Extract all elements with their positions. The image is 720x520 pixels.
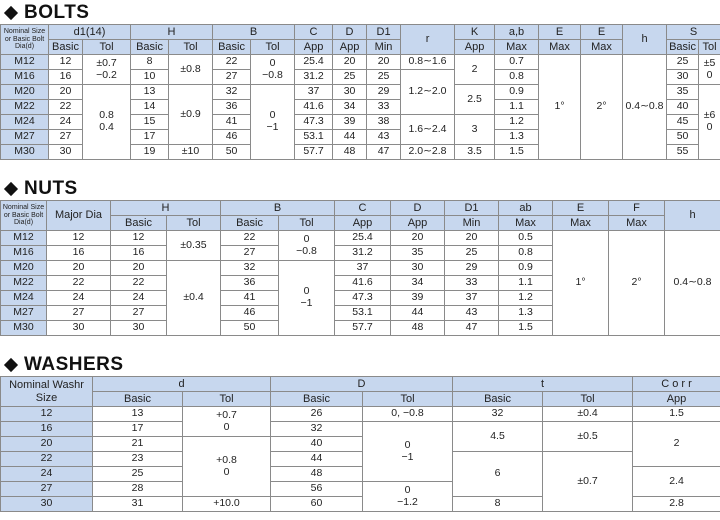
ab-cell: 0.9: [499, 261, 553, 276]
size-cell: M16: [1, 70, 49, 85]
ab-cell: 1.5: [499, 321, 553, 336]
size-cell: 30: [1, 497, 93, 512]
e2-header: E: [581, 25, 623, 40]
k-cell: 2.5: [455, 85, 495, 115]
c-cell: 53.1: [335, 306, 391, 321]
h-basic-cell: 30: [111, 321, 167, 336]
big-d-tol-cell: 0 −1: [363, 422, 453, 482]
h-basic-cell: 17: [131, 130, 169, 145]
k-cell: 2: [455, 55, 495, 85]
size-cell: 24: [1, 467, 93, 482]
c-cell: 31.2: [295, 70, 333, 85]
r-cell: 1.2∼2.0: [401, 70, 455, 115]
t-basic-cell: 32: [453, 407, 543, 422]
subheader-basic: Basic: [271, 392, 363, 407]
r-cell: 2.0∼2.8: [401, 145, 455, 160]
major-dia-cell: 12: [47, 231, 111, 246]
c-cell: 31.2: [335, 246, 391, 261]
c-header: C: [295, 25, 333, 40]
d-cell: 34: [391, 276, 445, 291]
subheader-app: App: [295, 40, 333, 55]
ab-cell: 1.2: [499, 291, 553, 306]
bolts-table: [0, 24, 720, 160]
d1-basic-cell: 22: [49, 100, 83, 115]
b-basic-cell: 41: [221, 291, 279, 306]
size-cell: M16: [1, 246, 47, 261]
size-cell: M30: [1, 321, 47, 336]
c-cell: 37: [335, 261, 391, 276]
c-cell: 57.7: [295, 145, 333, 160]
size-cell: 12: [1, 407, 93, 422]
washers-section: [0, 354, 720, 512]
h-tol-cell: ±0.8: [169, 55, 213, 85]
big-d-header: D: [271, 377, 453, 392]
h-basic-cell: 14: [131, 100, 169, 115]
subheader-tol: Tol: [167, 216, 221, 231]
corner-header: Nominal Size or Basic Bolt Dia(d): [1, 25, 49, 55]
c-cell: 25.4: [335, 231, 391, 246]
d-cell: 35: [391, 246, 445, 261]
h-basic-cell: 22: [111, 276, 167, 291]
d1-basic-cell: 24: [49, 115, 83, 130]
e1-header: E: [539, 25, 581, 40]
c-cell: 37: [295, 85, 333, 100]
d-basic-cell: 28: [93, 482, 183, 497]
diamond-bullet-icon: [4, 358, 18, 372]
d-cell: 30: [333, 85, 367, 100]
size-cell: M20: [1, 261, 47, 276]
e2-cell: 2°: [581, 55, 623, 160]
b-basic-cell: 27: [213, 70, 251, 85]
d1min-cell: 20: [367, 55, 401, 70]
h-tol-cell: ±0.35: [167, 231, 221, 261]
b-basic-cell: 27: [221, 246, 279, 261]
app-cell: 2.4: [633, 467, 720, 497]
b-tol-cell: 0 −1: [251, 85, 295, 160]
bolts-title: BOLTS: [0, 2, 720, 24]
b-basic-cell: 32: [213, 85, 251, 100]
b-basic-cell: 22: [213, 55, 251, 70]
table-row: [1, 452, 720, 467]
c-header: C: [335, 201, 391, 216]
d1min-cell: 43: [367, 130, 401, 145]
big-d-basic-cell: 32: [271, 422, 363, 437]
diamond-bullet-icon: [4, 182, 18, 196]
d-basic-cell: 21: [93, 437, 183, 452]
major-dia-cell: 27: [47, 306, 111, 321]
h-basic-cell: 10: [131, 70, 169, 85]
d-cell: 44: [391, 306, 445, 321]
b-basic-cell: 32: [221, 261, 279, 276]
size-cell: M20: [1, 85, 49, 100]
d-basic-cell: 25: [93, 467, 183, 482]
major-dia-cell: 30: [47, 321, 111, 336]
subheader-tol: Tol: [83, 40, 131, 55]
d-tol-cell: +0.7 0: [183, 407, 271, 437]
d1-cell: 47: [445, 321, 499, 336]
ab-header: a,b: [495, 25, 539, 40]
h-small-header: h: [623, 25, 667, 55]
subheader-min: Min: [367, 40, 401, 55]
big-d-basic-cell: 60: [271, 497, 363, 512]
b-basic-cell: 50: [221, 321, 279, 336]
washers-title: WASHERS: [0, 354, 720, 376]
s-basic-cell: 45: [667, 115, 699, 130]
b-tol-cell: 0 −1: [279, 261, 335, 336]
subheader-tol: Tol: [699, 40, 720, 55]
b-header: B: [213, 25, 295, 40]
d1-tol-cell: 0.8 0.4: [83, 85, 131, 160]
subheader-app: App: [391, 216, 445, 231]
table-row: [1, 231, 720, 246]
t-basic-cell: 4.5: [453, 422, 543, 452]
d-basic-cell: 23: [93, 452, 183, 467]
f-cell: 2°: [609, 231, 665, 336]
h-header: H: [111, 201, 221, 216]
d1-cell: 20: [445, 231, 499, 246]
ab-cell: 0.8: [495, 70, 539, 85]
s-basic-cell: 35: [667, 85, 699, 100]
app-cell: 2: [633, 422, 720, 467]
subheader-basic: Basic: [111, 216, 167, 231]
d1-cell: 25: [445, 246, 499, 261]
subheader-tol: Tol: [363, 392, 453, 407]
d1min-cell: 47: [367, 145, 401, 160]
size-cell: M22: [1, 276, 47, 291]
d-basic-cell: 13: [93, 407, 183, 422]
b-header: B: [221, 201, 335, 216]
subheader-basic: Basic: [453, 392, 543, 407]
h-small-cell: 0.4∼0.8: [623, 55, 667, 160]
size-cell: 20: [1, 437, 93, 452]
b-basic-cell: 41: [213, 115, 251, 130]
r-cell: 0.8∼1.6: [401, 55, 455, 70]
d1min-cell: 38: [367, 115, 401, 130]
d-cell: 20: [391, 231, 445, 246]
subheader-max: Max: [495, 40, 539, 55]
ab-cell: 1.1: [499, 276, 553, 291]
d-cell: 44: [333, 130, 367, 145]
c-cell: 41.6: [295, 100, 333, 115]
major-dia-cell: 20: [47, 261, 111, 276]
app-cell: 1.5: [633, 407, 720, 422]
major-dia-cell: 24: [47, 291, 111, 306]
subheader-tol: Tol: [279, 216, 335, 231]
subheader-tol: Tol: [169, 40, 213, 55]
subheader-max: Max: [553, 216, 609, 231]
d1-cell: 37: [445, 291, 499, 306]
s-basic-cell: 30: [667, 70, 699, 85]
size-cell: M27: [1, 306, 47, 321]
e1-cell: 1°: [539, 55, 581, 160]
t-tol-cell: ±0.7: [543, 452, 633, 512]
h-basic-cell: 16: [111, 246, 167, 261]
size-cell: M30: [1, 145, 49, 160]
d-basic-cell: 31: [93, 497, 183, 512]
d1-cell: 29: [445, 261, 499, 276]
h-basic-cell: 13: [131, 85, 169, 100]
size-cell: M24: [1, 115, 49, 130]
s-tol-cell: ±6 0: [699, 85, 720, 160]
b-basic-cell: 46: [221, 306, 279, 321]
d-cell: 25: [333, 70, 367, 85]
d-header: d: [93, 377, 271, 392]
corner-header: Nominal Size or Basic Bolt Dia(d): [1, 201, 47, 231]
c-cell: 47.3: [335, 291, 391, 306]
r-header: r: [401, 25, 455, 55]
t-basic-cell: 6: [453, 452, 543, 497]
d-cell: 48: [333, 145, 367, 160]
d1-tol-cell: ±0.7 −0.2: [83, 55, 131, 85]
ab-cell: 1.5: [495, 145, 539, 160]
k-cell: 3: [455, 115, 495, 145]
d1min-cell: 29: [367, 85, 401, 100]
subheader-max: Max: [609, 216, 665, 231]
big-d-basic-cell: 40: [271, 437, 363, 452]
subheader-tol: Tol: [543, 392, 633, 407]
r-cell: 1.6∼2.4: [401, 115, 455, 145]
size-cell: M27: [1, 130, 49, 145]
d1-basic-cell: 27: [49, 130, 83, 145]
s-basic-cell: 55: [667, 145, 699, 160]
size-cell: 16: [1, 422, 93, 437]
corner-header: Nominal Washr Size: [1, 377, 93, 407]
d1-basic-cell: 20: [49, 85, 83, 100]
s-basic-cell: 50: [667, 130, 699, 145]
big-d-basic-cell: 26: [271, 407, 363, 422]
s-basic-cell: 40: [667, 100, 699, 115]
big-d-basic-cell: 56: [271, 482, 363, 497]
f-header: F: [609, 201, 665, 216]
d1min-cell: 33: [367, 100, 401, 115]
ab-cell: 0.7: [495, 55, 539, 70]
d1-basic-cell: 16: [49, 70, 83, 85]
b-tol-cell: 0 −0.8: [251, 55, 295, 85]
b-basic-cell: 36: [213, 100, 251, 115]
c-cell: 25.4: [295, 55, 333, 70]
b-basic-cell: 50: [213, 145, 251, 160]
d-tol-cell: +10.0: [183, 497, 271, 512]
e-cell: 1°: [553, 231, 609, 336]
subheader-basic: Basic: [131, 40, 169, 55]
size-cell: 22: [1, 452, 93, 467]
d-cell: 39: [333, 115, 367, 130]
h-header: H: [131, 25, 213, 40]
size-cell: 27: [1, 482, 93, 497]
diamond-bullet-icon: [4, 6, 18, 20]
h-basic-cell: 8: [131, 55, 169, 70]
big-d-basic-cell: 44: [271, 452, 363, 467]
h-basic-cell: 24: [111, 291, 167, 306]
table-row: [1, 422, 720, 437]
major-dia-cell: 16: [47, 246, 111, 261]
d-cell: 30: [391, 261, 445, 276]
d1min-cell: 25: [367, 70, 401, 85]
nuts-section: [0, 178, 720, 336]
big-d-tol-cell: 0, −0.8: [363, 407, 453, 422]
ab-cell: 1.3: [495, 130, 539, 145]
subheader-basic: Basic: [213, 40, 251, 55]
major-dia-header: Major Dia: [47, 201, 111, 231]
b-tol-cell: 0 −0.8: [279, 231, 335, 261]
b-basic-cell: 36: [221, 276, 279, 291]
d1-cell: 33: [445, 276, 499, 291]
subheader-min: Min: [445, 216, 499, 231]
t-basic-cell: 8: [453, 497, 543, 512]
e-header: E: [553, 201, 609, 216]
subheader-app: App: [333, 40, 367, 55]
s-tol-cell: ±5 0: [699, 55, 720, 85]
subheader-basic: Basic: [93, 392, 183, 407]
h-basic-cell: 19: [131, 145, 169, 160]
b-basic-cell: 22: [221, 231, 279, 246]
big-d-tol-cell: 0 −1.2: [363, 482, 453, 512]
t-header: t: [453, 377, 633, 392]
subheader-basic: Basic: [667, 40, 699, 55]
nuts-title: NUTS: [0, 178, 720, 200]
d-basic-cell: 17: [93, 422, 183, 437]
t-tol-cell: ±0.5: [543, 422, 633, 452]
d-header: D: [391, 201, 445, 216]
table-row: [1, 407, 720, 422]
big-d-basic-cell: 48: [271, 467, 363, 482]
c-cell: 41.6: [335, 276, 391, 291]
major-dia-cell: 22: [47, 276, 111, 291]
d1-header: D1: [445, 201, 499, 216]
c-or-r-header: C o r r: [633, 377, 720, 392]
b-basic-cell: 46: [213, 130, 251, 145]
table-row: [1, 55, 720, 70]
subheader-app: App: [455, 40, 495, 55]
d-cell: 48: [391, 321, 445, 336]
ab-header: ab: [499, 201, 553, 216]
subheader-basic: Basic: [49, 40, 83, 55]
bolts-section: [0, 2, 720, 160]
h-basic-cell: 12: [111, 231, 167, 246]
k-cell: 3.5: [455, 145, 495, 160]
c-cell: 57.7: [335, 321, 391, 336]
d1-basic-cell: 12: [49, 55, 83, 70]
size-cell: M12: [1, 231, 47, 246]
h-tol-cell: ±10: [169, 145, 213, 160]
app-cell: 2.8: [633, 497, 720, 512]
k-header: K: [455, 25, 495, 40]
d-cell: 20: [333, 55, 367, 70]
s-header: S: [667, 25, 720, 40]
d-tol-cell: +0.8 0: [183, 437, 271, 497]
d-cell: 34: [333, 100, 367, 115]
subheader-max: Max: [539, 40, 581, 55]
h-basic-cell: 27: [111, 306, 167, 321]
d1-basic-cell: 30: [49, 145, 83, 160]
size-cell: M22: [1, 100, 49, 115]
ab-cell: 0.8: [499, 246, 553, 261]
h-tol-cell: ±0.4: [167, 261, 221, 336]
h-basic-cell: 20: [111, 261, 167, 276]
ab-cell: 1.1: [495, 100, 539, 115]
ab-cell: 1.2: [495, 115, 539, 130]
subheader-tol: Tol: [251, 40, 295, 55]
d1-cell: 43: [445, 306, 499, 321]
subheader-max: Max: [499, 216, 553, 231]
nuts-table: [0, 200, 720, 336]
s-basic-cell: 25: [667, 55, 699, 70]
ab-cell: 0.9: [495, 85, 539, 100]
subheader-basic: Basic: [221, 216, 279, 231]
subheader-tol: Tol: [183, 392, 271, 407]
c-cell: 47.3: [295, 115, 333, 130]
h-basic-cell: 15: [131, 115, 169, 130]
d1min-header: D1: [367, 25, 401, 40]
h-tol-cell: ±0.9: [169, 85, 213, 145]
size-cell: M24: [1, 291, 47, 306]
subheader-app: App: [633, 392, 720, 407]
ab-cell: 0.5: [499, 231, 553, 246]
d-cell: 39: [391, 291, 445, 306]
h-small-cell: 0.4∼0.8: [665, 231, 720, 336]
d1-header: d1(14): [49, 25, 131, 40]
subheader-app: App: [335, 216, 391, 231]
h-small-header: h: [665, 201, 720, 231]
ab-cell: 1.3: [499, 306, 553, 321]
d-header: D: [333, 25, 367, 40]
subheader-max: Max: [581, 40, 623, 55]
washers-table: [0, 376, 720, 512]
size-cell: M12: [1, 55, 49, 70]
t-tol-cell: ±0.4: [543, 407, 633, 422]
c-cell: 53.1: [295, 130, 333, 145]
